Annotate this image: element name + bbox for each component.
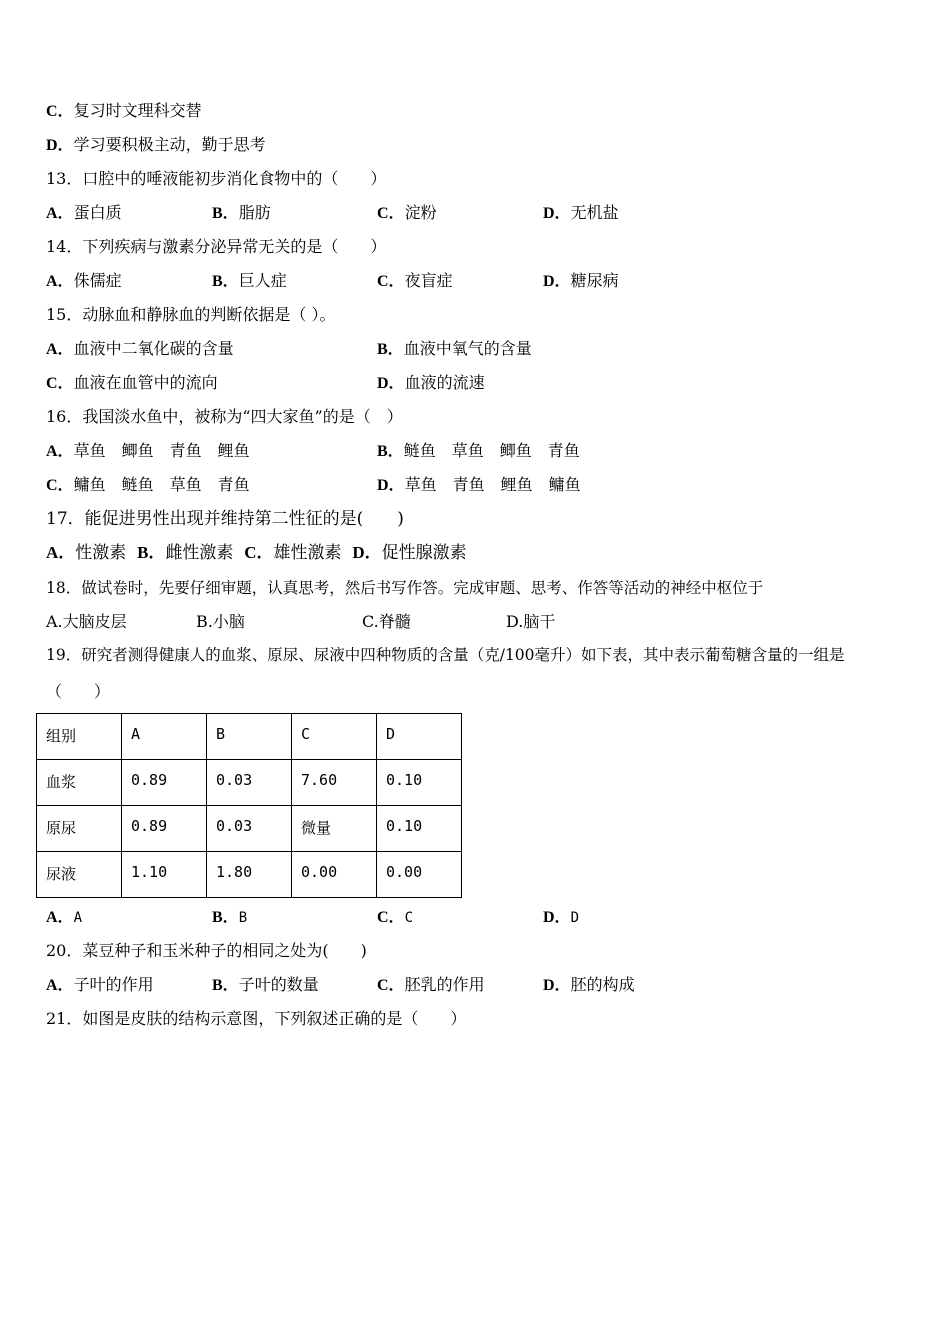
q17-option-a-label: A．: [46, 543, 76, 562]
table-row: [37, 806, 462, 852]
table-cell: 0.10: [377, 806, 462, 852]
question-19-stem: 19．研究者测得健康人的血浆、原尿、尿液中四种物质的含量（克/100毫升）如下表，其中表示葡萄糖含量的一组是: [46, 646, 845, 664]
q15-option-b: B．血液中氧气的含量: [377, 339, 532, 358]
q13-option-a: A．蛋白质: [46, 203, 122, 222]
table-cell: 0.00: [292, 852, 377, 898]
question-20-stem: 20．菜豆种子和玉米种子的相同之处为( ): [46, 941, 367, 960]
table-row: [37, 760, 462, 806]
question-13-stem: 13．口腔中的唾液能初步消化食物中的（ ）: [46, 169, 387, 188]
q16-option-c: C．鳙鱼 鲢鱼 草鱼 青鱼: [46, 475, 250, 494]
q17-option-b-label: B．: [137, 543, 166, 562]
q17-option-c-label: C．: [244, 543, 274, 562]
question-14-stem: 14．下列疾病与激素分泌异常无关的是（ ）: [46, 237, 387, 256]
q18-option-b: B.小脑: [196, 612, 245, 631]
table-cell: 0.03: [207, 806, 292, 852]
table-cell: 0.89: [122, 760, 207, 806]
q16-option-a: A．草鱼 鲫鱼 青鱼 鲤鱼: [46, 441, 250, 460]
question-18-stem: 18．做试卷时，先要仔细审题，认真思考，然后书写作答。完成审题、思考、作答等活动的神经中枢位于: [46, 579, 764, 597]
q14-option-d: D．糖尿病: [543, 271, 619, 290]
q19-option-c: C．C: [377, 909, 413, 926]
q13-option-b: B．脂肪: [212, 203, 271, 222]
q18-option-d: D.脑干: [506, 612, 556, 631]
q13-option-d: D．无机盐: [543, 203, 619, 222]
question-16-stem: 16．我国淡水鱼中，被称为“四大家鱼”的是（ ）: [46, 407, 403, 426]
table-cell: 尿液: [37, 852, 122, 898]
q14-option-b: B．巨人症: [212, 271, 287, 290]
table-cell: 0.00: [377, 852, 462, 898]
q17-options: [46, 543, 467, 563]
q15-option-a: A．血液中二氧化碳的含量: [46, 339, 234, 358]
table-row: [37, 852, 462, 898]
q16-option-b: B．鲢鱼 草鱼 鲫鱼 青鱼: [377, 441, 580, 460]
q16-option-d: D．草鱼 青鱼 鲤鱼 鳙鱼: [377, 475, 581, 494]
table-cell: B: [207, 714, 292, 760]
q19-option-b: B．B: [212, 909, 248, 926]
substance-table: [36, 713, 462, 898]
q19-option-d: D．D: [543, 909, 579, 926]
table-cell: 1.80: [207, 852, 292, 898]
table-cell: 组别: [37, 714, 122, 760]
q18-option-c: C.脊髓: [362, 612, 411, 631]
question-19-stem-cont: （ ）: [46, 682, 111, 701]
table-cell: 微量: [292, 806, 377, 852]
q17-option-d: 促性腺激素: [381, 543, 467, 563]
q20-option-a: A．子叶的作用: [46, 975, 154, 994]
q18-option-a: A.大脑皮层: [46, 612, 127, 631]
question-15-stem: 15．动脉血和静脉血的判断依据是（ ）。: [46, 305, 336, 324]
q14-option-a: A．侏儒症: [46, 271, 122, 290]
q17-option-b: 雌性激素: [165, 543, 234, 563]
table-cell: 0.10: [377, 760, 462, 806]
table-cell: 1.10: [122, 852, 207, 898]
q14-option-c: C．夜盲症: [377, 271, 453, 290]
option-d-prev: D．学习要积极主动，勤于思考: [46, 135, 266, 154]
table-cell: 原尿: [37, 806, 122, 852]
q20-option-b: B．子叶的数量: [212, 975, 319, 994]
table-cell: 0.89: [122, 806, 207, 852]
q20-option-d: D．胚的构成: [543, 975, 635, 994]
table-cell: 7.60: [292, 760, 377, 806]
q15-option-d: D．血液的流速: [377, 373, 485, 392]
question-17-stem: 17．能促进男性出现并维持第二性征的是( ): [46, 509, 404, 529]
q20-option-c: C．胚乳的作用: [377, 975, 485, 994]
q17-option-c: 雄性激素: [273, 543, 342, 563]
question-21-stem: 21．如图是皮肤的结构示意图，下列叙述正确的是（ ）: [46, 1009, 467, 1028]
table-cell: C: [292, 714, 377, 760]
table-cell: D: [377, 714, 462, 760]
table-header-row: [37, 714, 462, 760]
option-c-prev: C．复习时文理科交替: [46, 101, 202, 120]
q19-option-a: A．A: [46, 909, 82, 926]
q15-option-c: C．血液在血管中的流向: [46, 373, 218, 392]
q17-option-d-label: D．: [352, 543, 382, 562]
table-cell: A: [122, 714, 207, 760]
q13-option-c: C．淀粉: [377, 203, 437, 222]
table-cell: 血浆: [37, 760, 122, 806]
q17-option-a: 性激素: [75, 543, 127, 563]
table-cell: 0.03: [207, 760, 292, 806]
